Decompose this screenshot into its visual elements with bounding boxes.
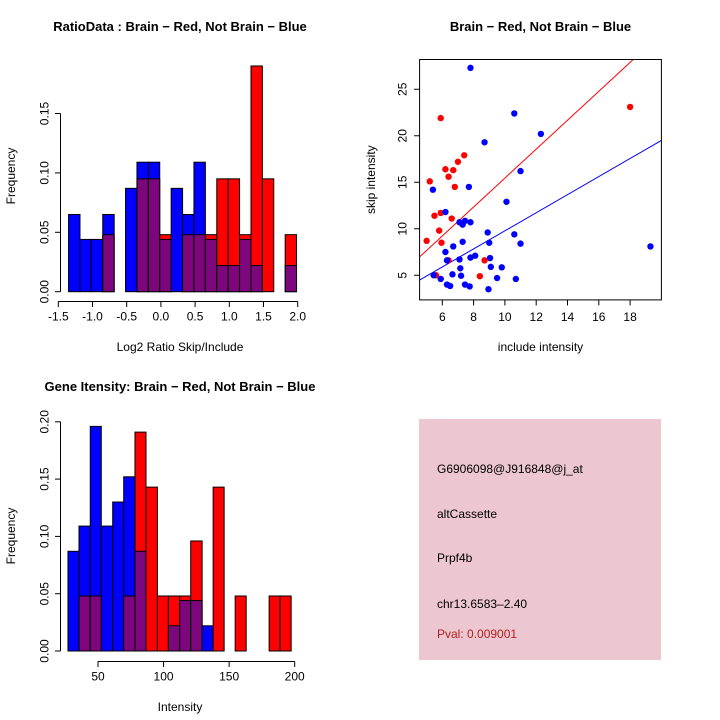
hist-bar xyxy=(68,551,79,651)
hist-bar xyxy=(171,188,182,291)
gene-intensity-histogram-panel xyxy=(0,360,360,720)
x-tick-label: 6 xyxy=(438,309,446,324)
x-tick-label: 0.0 xyxy=(152,309,170,324)
hist-bar-overlap xyxy=(194,235,205,292)
hist-bar-overlap xyxy=(135,551,146,651)
data-point xyxy=(511,231,517,237)
x-tick-label: 14 xyxy=(560,309,575,324)
hist-bar-overlap xyxy=(285,266,296,292)
data-point xyxy=(627,104,633,110)
hist-bar-overlap xyxy=(180,601,191,651)
data-point xyxy=(517,168,523,174)
hist-bar-overlap xyxy=(168,626,179,651)
data-point xyxy=(457,265,463,271)
data-point xyxy=(467,219,473,225)
bars-group xyxy=(68,426,291,651)
hist-bar-overlap xyxy=(251,266,262,292)
x-axis-label: Intensity xyxy=(157,700,203,714)
data-point xyxy=(538,131,544,137)
data-point xyxy=(466,283,472,289)
y-tick-label: 0.10 xyxy=(37,524,52,549)
data-point xyxy=(455,159,461,165)
hist-bar xyxy=(235,596,246,651)
x-tick-label: -0.5 xyxy=(116,309,138,324)
data-point xyxy=(450,243,456,249)
data-point xyxy=(444,257,450,263)
chart-title: RatioData : Brain − Red, Not Brain − Blue xyxy=(53,19,307,34)
x-tick-label: 1.5 xyxy=(255,309,272,324)
y-tick-label: 0.20 xyxy=(37,410,52,434)
y-tick-label: 0.15 xyxy=(37,467,52,491)
y-tick-label: 0.10 xyxy=(37,161,52,185)
data-point xyxy=(511,110,517,116)
chart-title: Gene Itensity: Brain − Red, Not Brain − Blue xyxy=(44,379,316,394)
x-axis-label: include intensity xyxy=(497,340,584,354)
y-axis-label: Frequency xyxy=(4,147,18,205)
data-point xyxy=(442,249,448,255)
data-point xyxy=(458,273,464,279)
data-point xyxy=(647,243,653,249)
x-tick-label: 100 xyxy=(153,669,174,684)
data-point xyxy=(494,275,500,281)
data-point xyxy=(486,240,492,246)
data-point xyxy=(461,152,467,158)
brain-points xyxy=(423,104,633,280)
data-point xyxy=(447,283,453,289)
data-point xyxy=(513,276,519,282)
hist-bar xyxy=(251,66,262,292)
y-tick-label: 0.00 xyxy=(37,280,52,304)
data-point xyxy=(472,253,478,259)
data-point xyxy=(423,238,429,244)
hist-bar xyxy=(126,188,137,291)
hist-bar xyxy=(91,239,102,291)
data-point xyxy=(450,167,456,173)
data-point xyxy=(438,115,444,121)
hist-bar-overlap xyxy=(148,179,159,292)
plot-box xyxy=(420,60,662,300)
splice-type-text: altCassette xyxy=(437,507,498,521)
y-tick-label: 20 xyxy=(395,129,410,143)
data-point xyxy=(485,286,491,292)
ratio-histogram-panel xyxy=(0,0,360,360)
hist-bar xyxy=(146,487,157,651)
data-point xyxy=(503,199,509,205)
data-point xyxy=(427,178,433,184)
data-point xyxy=(467,65,473,71)
data-point xyxy=(517,240,523,246)
hist-bar xyxy=(269,596,280,651)
hist-bar xyxy=(213,487,224,651)
y-tick-label: 5 xyxy=(395,271,410,279)
data-point xyxy=(452,184,458,190)
hist-bar xyxy=(280,596,291,651)
data-point xyxy=(499,264,505,270)
y-tick-label: 10 xyxy=(395,222,410,236)
data-point xyxy=(459,221,465,227)
hist-bar xyxy=(69,214,80,291)
data-point xyxy=(481,139,487,145)
x-tick-label: 150 xyxy=(219,669,240,684)
data-point xyxy=(459,239,465,245)
x-tick-label: 1.0 xyxy=(220,309,238,324)
hist-bar xyxy=(80,239,91,291)
probe-id-text: G6906098@J916848@j_at xyxy=(437,462,583,476)
y-tick-label: 0.15 xyxy=(37,101,52,126)
y-tick-label: 0.05 xyxy=(37,582,52,606)
data-point xyxy=(466,184,472,190)
red-regression-line xyxy=(420,60,634,257)
data-point xyxy=(442,166,448,172)
data-point xyxy=(431,213,437,219)
y-tick-label: 15 xyxy=(395,175,410,189)
y-tick-label: 0.05 xyxy=(37,220,52,244)
hist-bar-overlap xyxy=(183,235,194,292)
gene-info-box xyxy=(419,419,661,660)
x-tick-label: 2.0 xyxy=(289,309,307,324)
data-point xyxy=(481,257,487,263)
hist-bar-overlap xyxy=(228,266,239,292)
hist-bar-overlap xyxy=(79,596,90,651)
hist-bar-overlap xyxy=(137,179,148,292)
hist-bar-overlap xyxy=(90,596,101,651)
scatter-panel xyxy=(360,0,720,360)
gene-name-text: Prpf4b xyxy=(437,551,473,565)
hist-bar xyxy=(262,179,273,292)
y-axis-label: Frequency xyxy=(4,507,18,565)
pval-text: Pval: 0.009001 xyxy=(437,627,518,641)
data-point xyxy=(430,272,436,278)
hist-bar-overlap xyxy=(240,239,251,291)
hist-bar-overlap xyxy=(191,601,202,651)
data-point xyxy=(488,264,494,270)
data-point xyxy=(456,256,462,262)
data-point xyxy=(445,173,451,179)
hist-bar xyxy=(157,596,168,651)
hist-bar xyxy=(113,502,124,651)
chart-title: Brain − Red, Not Brain − Blue xyxy=(449,19,632,34)
data-point xyxy=(436,227,442,233)
axes xyxy=(414,60,661,306)
chromosome-text: chr13.6583–2.40 xyxy=(437,597,528,611)
x-tick-label: 200 xyxy=(284,669,305,684)
data-point xyxy=(477,273,483,279)
not-brain-points xyxy=(430,65,654,293)
y-tick-label: 25 xyxy=(395,82,410,96)
data-point xyxy=(449,271,455,277)
x-tick-label: 10 xyxy=(498,309,512,324)
data-point xyxy=(484,229,490,235)
x-tick-label: -1.0 xyxy=(82,309,103,324)
data-point xyxy=(438,276,444,282)
gene-info-panel xyxy=(360,360,720,720)
x-tick-label: 8 xyxy=(470,309,477,324)
x-tick-label: 0.5 xyxy=(186,309,204,324)
hist-bar-overlap xyxy=(103,235,114,292)
x-tick-label: 16 xyxy=(592,309,606,324)
x-tick-label: -1.5 xyxy=(47,309,69,324)
data-point xyxy=(438,240,444,246)
hist-bar-overlap xyxy=(124,596,135,651)
y-tick-label: 0.00 xyxy=(37,639,52,663)
x-tick-label: 12 xyxy=(529,309,543,324)
hist-bar xyxy=(101,526,112,651)
data-point xyxy=(448,215,454,221)
data-point xyxy=(487,255,493,261)
data-point xyxy=(442,209,448,215)
y-axis-label: skip intensity xyxy=(364,145,378,215)
x-axis-label: Log2 Ratio Skip/Include xyxy=(116,340,244,354)
hist-bar-overlap xyxy=(160,239,171,291)
hist-bar-overlap xyxy=(217,266,228,292)
hist-bar-overlap xyxy=(205,239,216,291)
data-point xyxy=(430,186,436,192)
hist-bar xyxy=(202,626,213,651)
x-tick-label: 18 xyxy=(623,309,637,324)
x-tick-label: 50 xyxy=(91,669,105,684)
bars-group xyxy=(69,66,297,292)
